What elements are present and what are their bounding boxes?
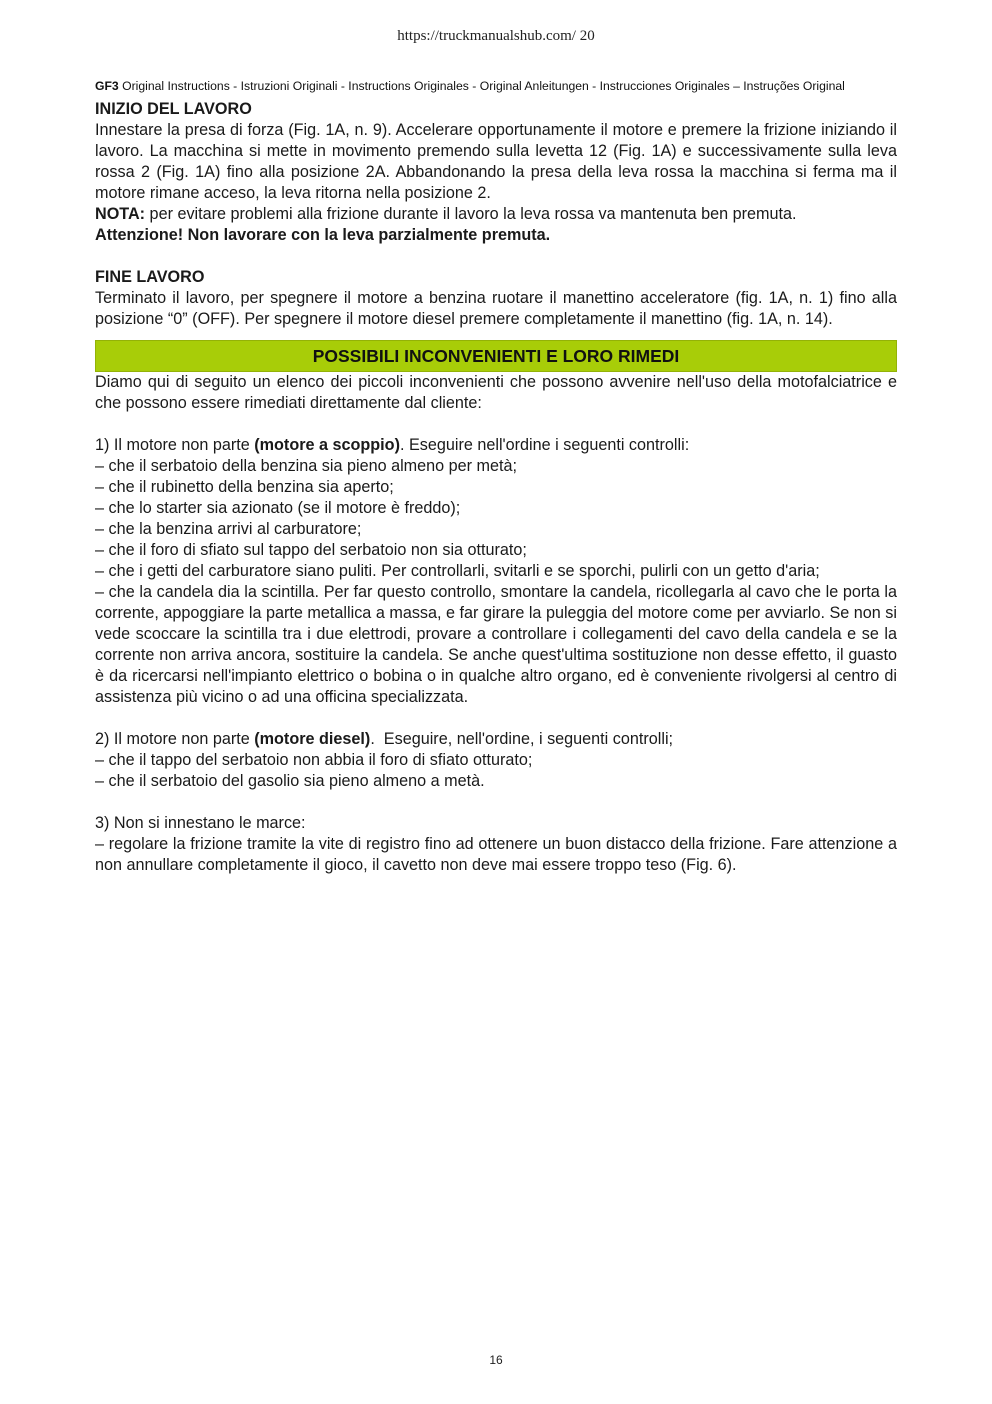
problem-3-heading: 3) Non si innestano le marce:: [95, 814, 306, 832]
list-item: – che il serbatoio della benzina sia pieno almeno per metà;: [95, 457, 518, 475]
list-item: – che lo starter sia azionato (se il motore è freddo);: [95, 499, 461, 517]
list-item: – che il rubinetto della benzina sia aperto;: [95, 478, 394, 496]
page-number: 16: [489, 1353, 503, 1367]
troubleshooting-heading-band: [95, 340, 897, 372]
start-work-warning: Attenzione! Non lavorare con la leva parzialmente premuta.: [95, 226, 551, 244]
end-work-paragraph: Terminato il lavoro, per spegnere il motore a benzina ruotare il manettino acceleratore (fig. 1A, n. 1) fino alla posizione “0” (OFF). Per spegnere il motore diesel premere completamente il manettino (fig. 1A, n. 14).: [95, 289, 897, 328]
problem-1-heading: 1) Il motore non parte (motore a scoppio). Eseguire nell'ordine i seguenti controlli:: [95, 436, 690, 454]
note-text: per evitare problemi alla frizione durante il lavoro la leva rossa va mantenuta ben premuta.: [145, 205, 797, 223]
instructions-header: [95, 79, 897, 94]
list-item: – regolare la frizione tramite la vite di registro fino ad ottenere un buon distacco della frizione. Fare attenzione a non annullare completamente il gioco, il cavetto non deve mai essere troppo teso (Fig. 6).: [95, 835, 897, 874]
list-item: – che il tappo del serbatoio non abbia il foro di sfiato otturato;: [95, 751, 533, 769]
start-work-heading: INIZIO DEL LAVORO: [95, 100, 252, 118]
list-item: – che la benzina arrivi al carburatore;: [95, 520, 362, 538]
list-item: – che la candela dia la scintilla. Per far questo controllo, smontare la candela, ricollegarla al cavo che le porta la corrente, appoggiare la parte metallica a massa, e far girare la puleggia del motore come per avviarlo. Se non si vede scoccare la scintilla tra i due elettrodi, provare a controllare i collegamenti del cavo della candela e se la corrente non arriva ancora, sostituire la candela. Se anche quest'ultima sostituzione non desse effetto, il guasto è da ricercarsi nell'impianto elettrico o bobina o in qualche altro organo, ed è conveniente rivolgersi al centro di assistenza più vicino o ad una officina specializzata.: [95, 583, 897, 706]
problem-2-heading: 2) Il motore non parte (motore diesel). Eseguire, nell'ordine, i seguenti controlli;: [95, 730, 674, 748]
instructions-languages: Original Instructions - Istruzioni Originali - Instructions Originales - Original Anleitungen - Instrucciones Originales – Instruções Original: [122, 79, 845, 93]
note-label: NOTA:: [95, 205, 146, 223]
source-url[interactable]: https://truckmanualshub.com/ 20: [397, 28, 595, 44]
start-work-note: [95, 204, 897, 225]
troubleshooting-heading: POSSIBILI INCONVENIENTI E LORO RIMEDI: [312, 345, 680, 366]
list-item: – che il foro di sfiato sul tappo del serbatoio non sia otturato;: [95, 541, 527, 559]
end-work-heading: FINE LAVORO: [95, 268, 205, 286]
page-content: [95, 79, 897, 876]
troubleshooting-intro: Diamo qui di seguito un elenco dei piccoli inconvenienti che possono avvenire nell'uso della motofalciatrice e che possono essere rimediati direttamente dal cliente:: [95, 373, 897, 412]
model-code: GF3: [95, 79, 119, 93]
list-item: – che i getti del carburatore siano puliti. Per controllarli, svitarli e se sporchi, pulirli con un getto d'aria;: [95, 562, 820, 580]
start-work-paragraph: Innestare la presa di forza (Fig. 1A, n. 9). Accelerare opportunamente il motore e premere la frizione iniziando il lavoro. La macchina si mette in movimento premendo sulla levetta 12 (Fig. 1A) e successivamente sulla leva rossa 2 (Fig. 1A) fino alla posizione 2A. Abbandonando la presa della leva rossa la macchina si ferma ma il motore rimane acceso, la leva ritorna nella posizione 2.: [95, 121, 897, 202]
list-item: – che il serbatoio del gasolio sia pieno almeno a metà.: [95, 772, 485, 790]
